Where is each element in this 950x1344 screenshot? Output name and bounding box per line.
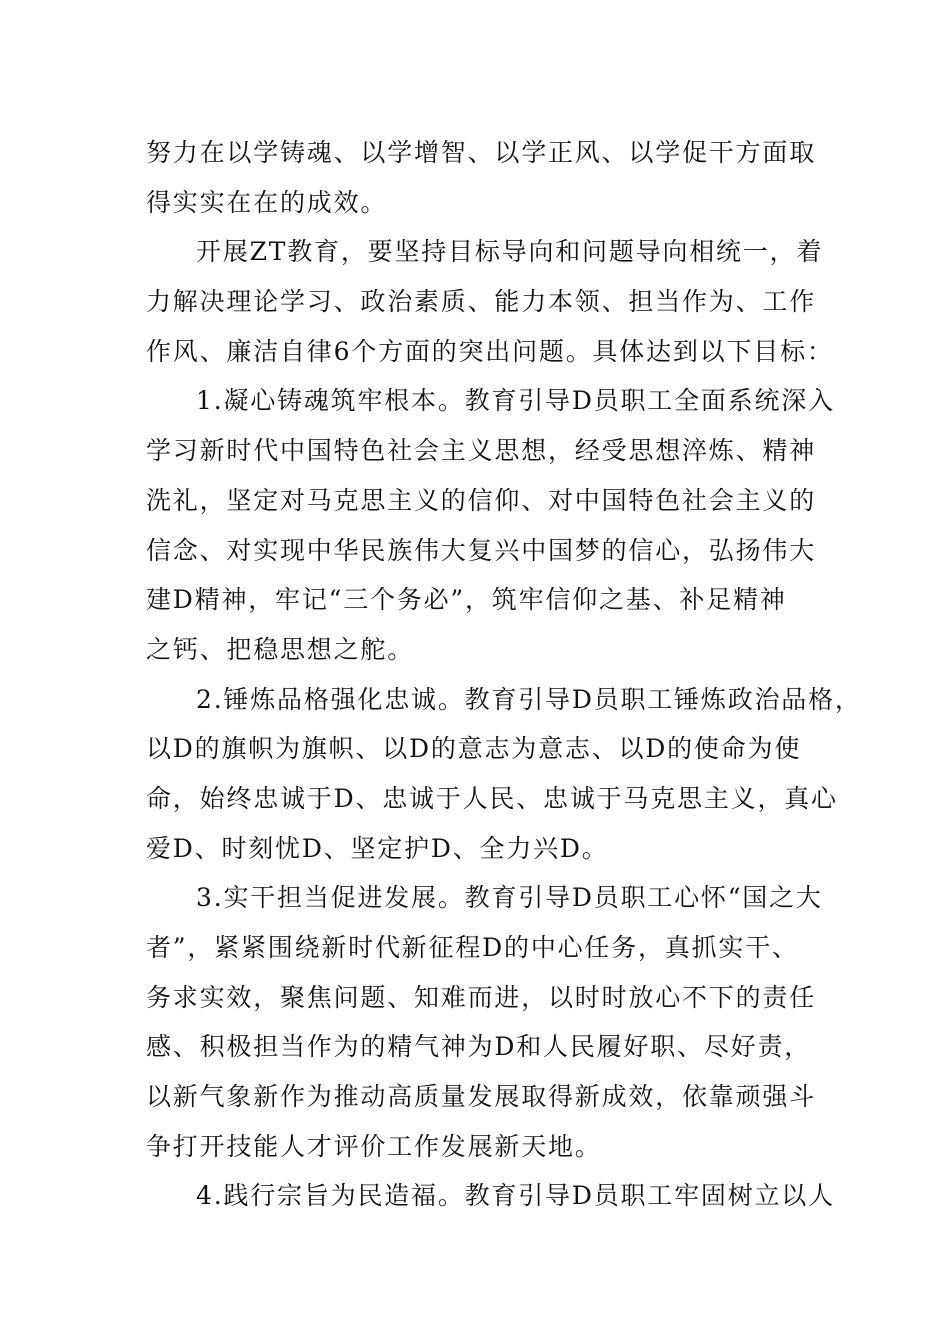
text-line: 以新气象新作为推动高质量发展取得新成效，依靠顽强斗 — [146, 1082, 817, 1112]
text-line: 务求实效，聚焦问题、知难而进，以时时放心不下的责任 — [146, 982, 817, 1012]
text-line: 得实实在在的成效。 — [146, 187, 388, 217]
text-line: 之钙、把稳思想之舵。 — [146, 634, 415, 664]
text-line: 以D的旗帜为旗帜、以D的意志为意志、以D的使命为使 — [146, 734, 802, 764]
text-line: 作风、廉洁自律6个方面的突出问题。具体达到以下目标： — [146, 336, 834, 366]
paragraph-first-line: 3.实干担当促进发展。教育引导D员职工心怀“国之大 — [196, 883, 823, 913]
text-line: 感、积极担当作为的精气神为D和人民履好职、尽好责， — [146, 1032, 812, 1062]
text-line: 学习新时代中国特色社会主义思想，经受思想淬炼、精神 — [146, 436, 817, 466]
text-line: 力解决理论学习、政治素质、能力本领、担当作为、工作 — [146, 287, 817, 317]
document-body-text — [146, 128, 862, 1221]
paragraph-first-line: 开展ZT教育，要坚持目标导向和问题导向相统一，着 — [196, 237, 824, 267]
text-line: 洗礼，坚定对马克思主义的信仰、对中国特色社会主义的 — [146, 485, 817, 515]
text-line: 建D精神，牢记“三个务必”，筑牢信仰之基、补足精神 — [146, 585, 787, 615]
text-line: 争打开技能人才评价工作发展新天地。 — [146, 1131, 602, 1161]
text-line: 努力在以学铸魂、以学增智、以学正风、以学促干方面取 — [146, 138, 817, 167]
text-line: 命，始终忠诚于D、忠诚于人民、忠诚于马克思主义，真心 — [146, 783, 838, 813]
paragraph-first-line: 2.锤炼品格强化忠诚。教育引导D员职工锤炼政治品格， — [196, 684, 862, 714]
paragraph-first-line: 1.凝心铸魂筑牢根本。教育引导D员职工全面系统深入 — [196, 386, 835, 416]
text-line: 信念、对实现中华民族伟大复兴中国梦的信心，弘扬伟大 — [146, 535, 817, 565]
text-line: 爱D、时刻忧D、坚定护D、全力兴D。 — [146, 833, 609, 863]
paragraph-first-line: 4.践行宗旨为民造福。教育引导D员职工牢固树立以人 — [196, 1181, 835, 1211]
text-line: 者”，紧紧围绕新时代新征程D的中心任务，真抓实干、 — [146, 933, 799, 962]
